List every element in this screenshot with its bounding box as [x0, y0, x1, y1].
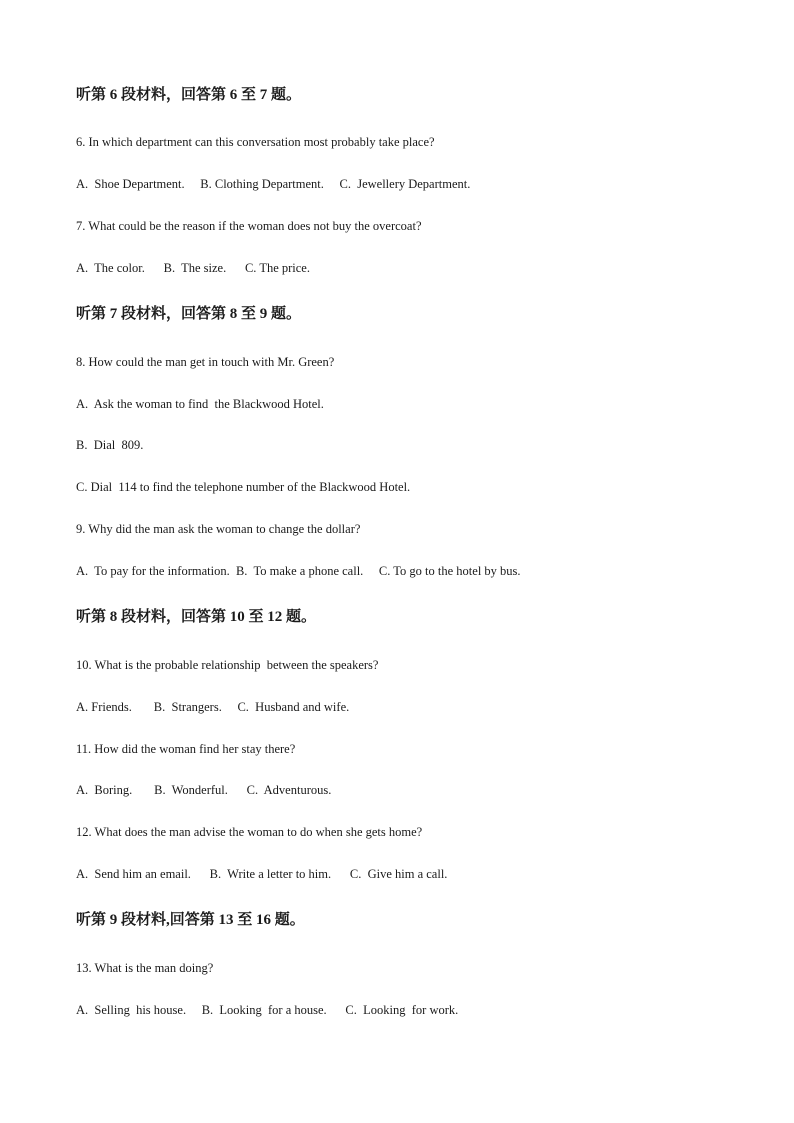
answer-options: A. Shoe Department. B. Clothing Department. C. Jewellery Department.	[76, 177, 471, 191]
section-heading: 听第 6 段材料，回答第 6 至 7 题。	[76, 87, 302, 103]
answer-options: A. Friends. B. Strangers. C. Husband and wife.	[76, 700, 350, 714]
answer-option: A. Ask the woman to find the Blackwood Hotel.	[76, 397, 324, 411]
question-text: 12. What does the man advise the woman to do when she gets home?	[76, 825, 423, 839]
question-text: 6. In which department can this conversation most probably take place?	[76, 135, 435, 149]
answer-option: C. Dial 114 to find the telephone number of the Blackwood Hotel.	[76, 480, 411, 494]
question-text: 10. What is the probable relationship between the speakers?	[76, 658, 379, 672]
question-text: 13. What is the man doing?	[76, 961, 214, 975]
question-text: 11. How did the woman find her stay there?	[76, 742, 296, 756]
question-text: 9. Why did the man ask the woman to change the dollar?	[76, 522, 361, 536]
question-text: 8. How could the man get in touch with Mr. Green?	[76, 355, 335, 369]
section-heading: 听第 9 段材料,回答第 13 至 16 题。	[76, 912, 305, 928]
answer-options: A. Boring. B. Wonderful. C. Adventurous.	[76, 783, 332, 797]
answer-options: A. Send him an email. B. Write a letter to him. C. Give him a call.	[76, 867, 448, 881]
section-heading: 听第 7 段材料，回答第 8 至 9 题。	[76, 306, 302, 322]
question-text: 7. What could be the reason if the woman does not buy the overcoat?	[76, 219, 422, 233]
section-heading: 听第 8 段材料，回答第 10 至 12 题。	[76, 609, 317, 625]
answer-options: A. Selling his house. B. Looking for a house. C. Looking for work.	[76, 1003, 459, 1017]
answer-options: A. The color. B. The size. C. The price.	[76, 261, 310, 275]
answer-options: A. To pay for the information. B. To make a phone call. C. To go to the hotel by bus.	[76, 564, 521, 578]
answer-option: B. Dial 809.	[76, 438, 144, 452]
